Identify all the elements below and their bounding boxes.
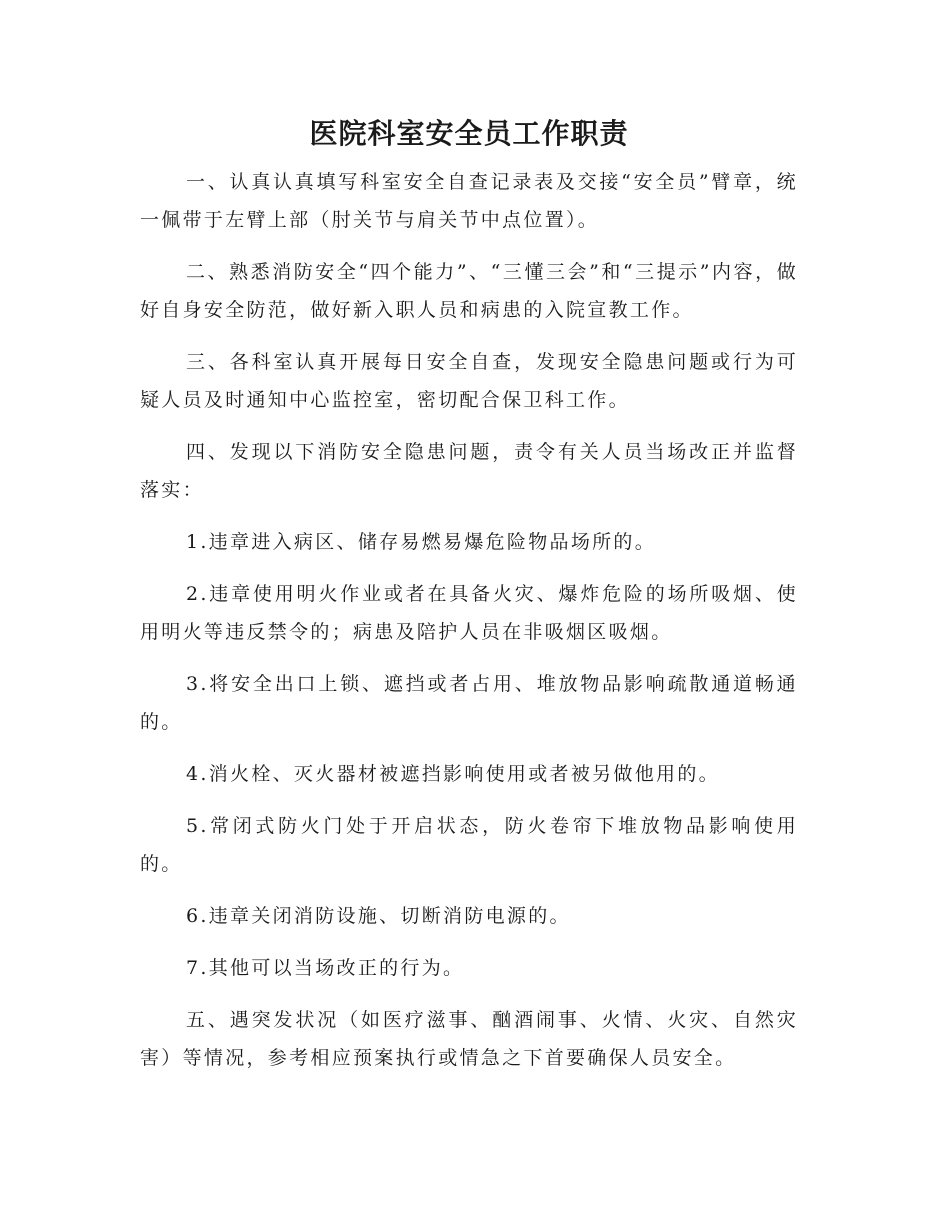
list-item-7: 7.其他可以当场改正的行为。 bbox=[186, 957, 465, 979]
list-item-5: 5.常闭式防火门处于开启状态，防火卷帘下堆放物品影响使用的。 bbox=[140, 815, 798, 875]
document-title: 医院科室安全员工作职责 bbox=[309, 117, 629, 150]
paragraph-1: 一、认真认真填写科室安全自查记录表及交接“安全员”臂章，统一佩带于左臂上部（肘关节与肩关节中点位置）。 bbox=[140, 171, 798, 231]
list-item-1: 1.违章进入病区、储存易燃易爆危险物品场所的。 bbox=[186, 531, 657, 553]
paragraph-5: 五、遇突发状况（如医疗滋事、酗酒闹事、火情、火灾、自然灾害）等情况，参考相应预案执行或情急之下首要确保人员安全。 bbox=[140, 1009, 798, 1069]
list-item-3: 3.将安全出口上锁、遮挡或者占用、堆放物品影响疏散通道畅通的。 bbox=[140, 673, 798, 733]
list-item-2: 2.违章使用明火作业或者在具备火灾、爆炸危险的场所吸烟、使用明火等违反禁令的；病患及陪护人员在非吸烟区吸烟。 bbox=[140, 583, 798, 643]
list-item-6: 6.违章关闭消防设施、切断消防电源的。 bbox=[186, 905, 571, 927]
paragraph-2: 二、熟悉消防安全“四个能力”、“三懂三会”和“三提示”内容，做好自身安全防范，做好新入职人员和病患的入院宣教工作。 bbox=[140, 261, 798, 321]
paragraph-4: 四、发现以下消防安全隐患问题，责令有关人员当场改正并监督落实： bbox=[140, 441, 798, 501]
list-item-4: 4.消火栓、灭火器材被遮挡影响使用或者被另做他用的。 bbox=[186, 763, 720, 785]
paragraph-3: 三、各科室认真开展每日安全自查，发现安全隐患问题或行为可疑人员及时通知中心监控室，密切配合保卫科工作。 bbox=[140, 351, 798, 411]
